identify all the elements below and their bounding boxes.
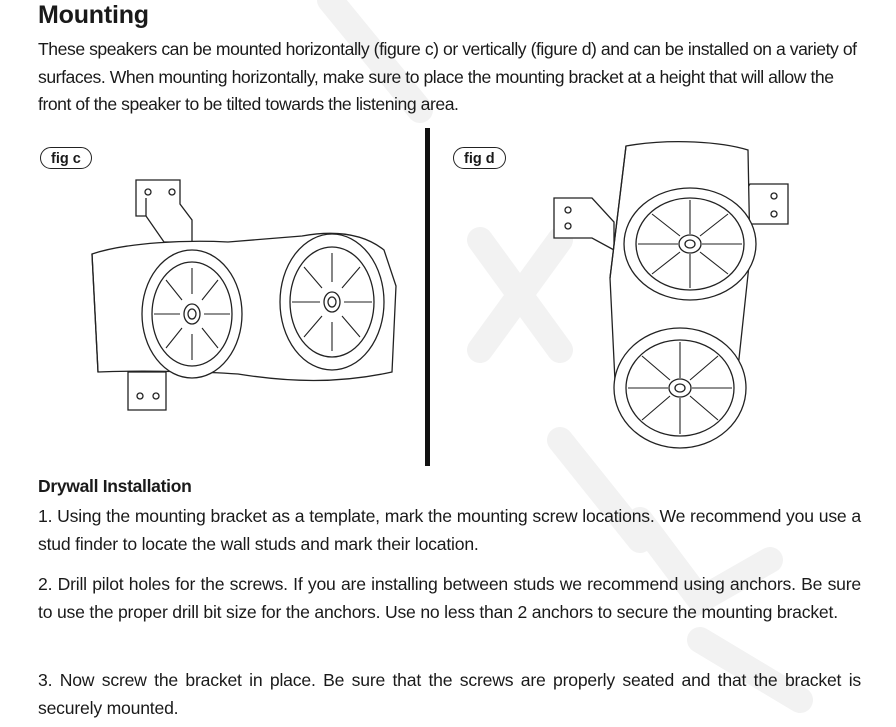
fig-c-horizontal-speaker-illustration: [88, 176, 400, 414]
fig-d-vertical-speaker-illustration: [552, 138, 792, 452]
intro-paragraph: These speakers can be mounted horizontally (figure c) or vertically (figure d) and can be installed on a variety of surfaces. When mounting horizontally, make sure to place the mounting bracket at a height that will allow the front of the speaker to be tilted towards the listening area.: [38, 39, 857, 114]
fig-d-label: fig d: [453, 147, 506, 169]
fig-c-label: fig c: [40, 147, 92, 169]
drywall-step-1: 1. Using the mounting bracket as a template, mark the mounting screw locations. We recommend you use a stud finder to locate the wall studs and mark their location.: [38, 506, 861, 554]
figure-divider: [425, 128, 430, 466]
drywall-heading: Drywall Installation: [38, 476, 192, 496]
drywall-step-2: 2. Drill pilot holes for the screws. If you are installing between studs we recommend using anchors. Be sure to use the proper drill bit size for the anchors. Use no less than 2 anchors to secure the mounting bracket.: [38, 574, 861, 622]
page-title: Mounting: [38, 1, 149, 29]
drywall-step-3: 3. Now screw the bracket in place. Be sure that the screws are properly seated and that the bracket is securely mounted.: [38, 670, 861, 718]
